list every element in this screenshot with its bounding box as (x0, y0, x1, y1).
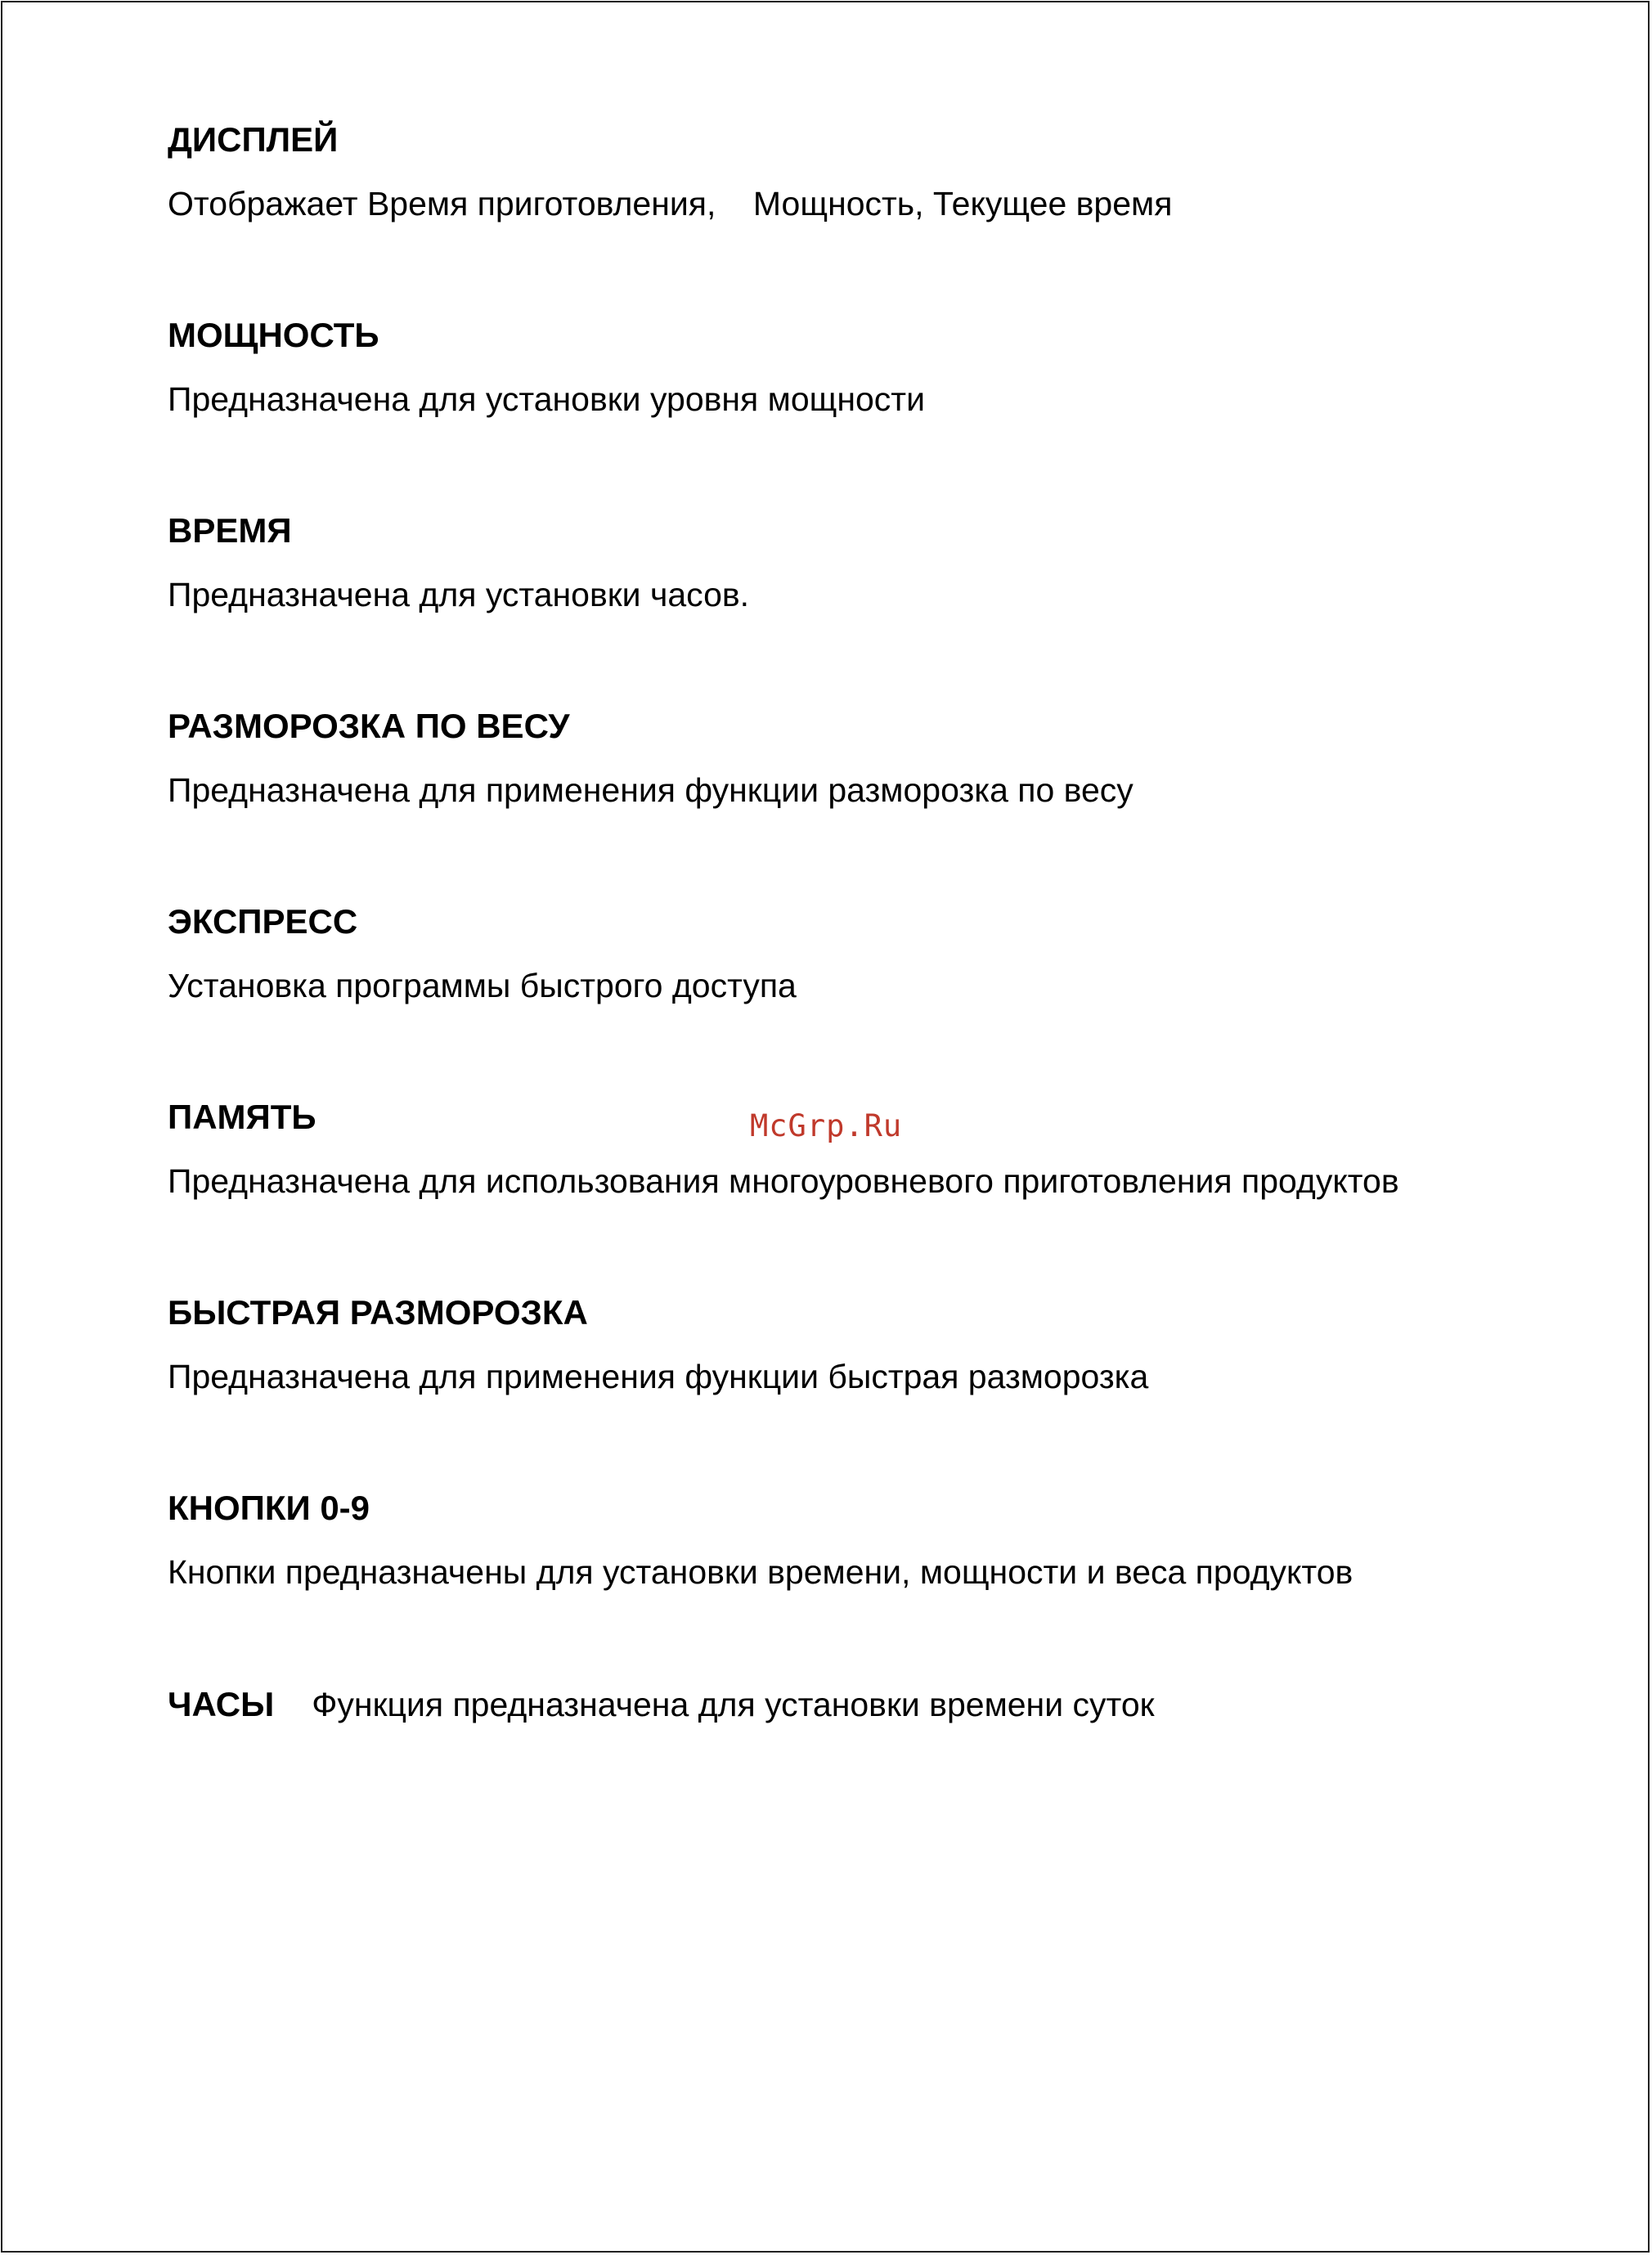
section-heading: КНОПКИ 0-9 (168, 1489, 370, 1527)
section-express (168, 897, 1558, 1093)
section-number-buttons (168, 1484, 1558, 1679)
section-heading: ДИСПЛЕЙ (168, 120, 339, 159)
section-time (168, 506, 1558, 702)
section-description: Предназначена для установки часов. (168, 576, 750, 613)
section-heading: ЧАСЫ (168, 1685, 275, 1723)
section-power (168, 311, 1558, 506)
section-weight-defrost (168, 702, 1558, 897)
section-heading: БЫСТРАЯ РАЗМОРОЗКА (168, 1293, 588, 1332)
section-description: Предназначена для применения функции быстрая разморозка (168, 1358, 1149, 1395)
section-quick-defrost (168, 1288, 1558, 1484)
function-descriptions (168, 115, 1558, 1730)
section-display (168, 115, 1558, 311)
section-heading: РАЗМОРОЗКА ПО ВЕСУ (168, 707, 570, 745)
section-description: Предназначена для применения функции разморозка по весу (168, 771, 1134, 809)
section-description: Предназначена для установки уровня мощности (168, 380, 925, 418)
section-description: Установка программы быстрого доступа (168, 967, 797, 1004)
section-heading: ВРЕМЯ (168, 511, 292, 550)
section-heading: ЭКСПРЕСС (168, 902, 358, 941)
watermark-text: McGrp.Ru (750, 1108, 903, 1143)
section-description: Отображает Время приготовления, Мощность, Текущее время (168, 185, 1173, 222)
section-description: Предназначена для использования многоуровневого приготовления продуктов (168, 1162, 1399, 1200)
section-heading: ПАМЯТЬ (168, 1098, 316, 1136)
section-description: Кнопки предназначены для установки времени, мощности и веса продуктов (168, 1553, 1353, 1591)
section-heading: МОЩНОСТЬ (168, 316, 379, 354)
section-description: Функция предназначена для установки времени суток (312, 1686, 1155, 1723)
section-clock (168, 1679, 1558, 1730)
document-page (1, 1, 1650, 2253)
